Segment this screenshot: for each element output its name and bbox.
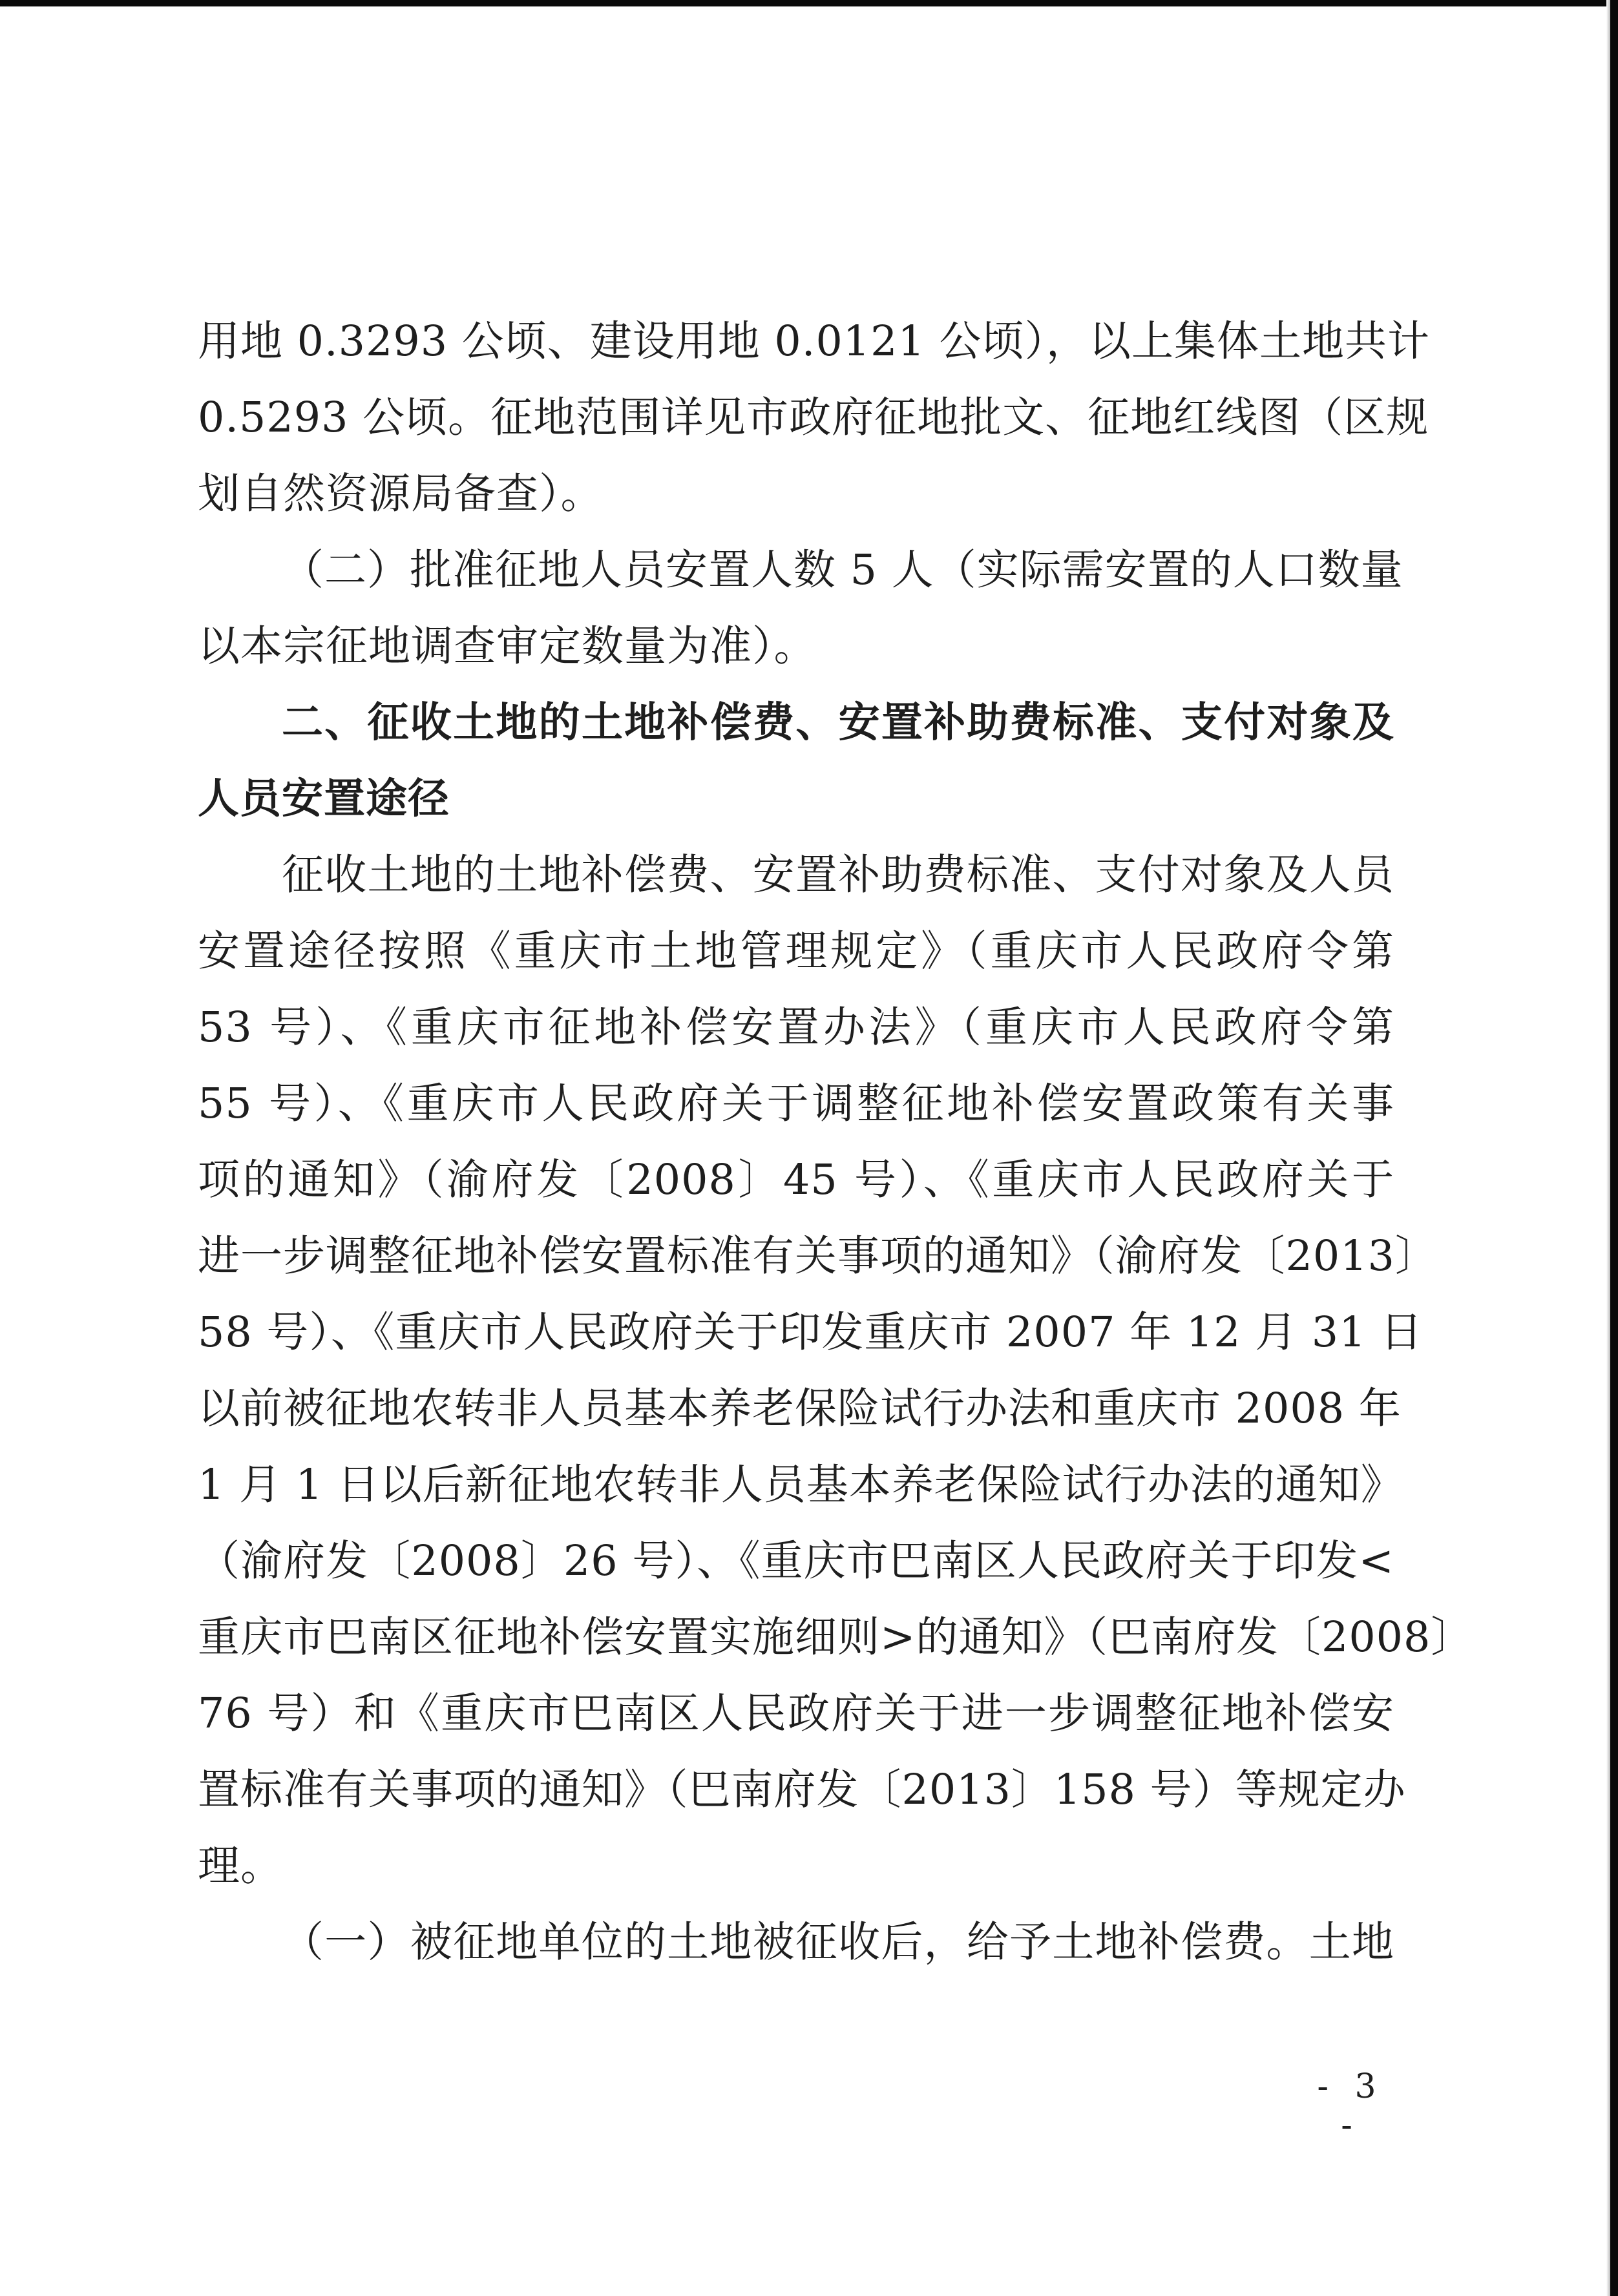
scan-border-top	[0, 0, 1618, 6]
body-line: 划自然资源局备查）。	[198, 470, 604, 518]
body-line: 0.5293 公顷。征地范围详见市政府征地批文、征地红线图（区规	[198, 393, 1429, 442]
section-heading: 二、征收土地的土地补偿费、安置补助费标准、支付对象及	[282, 699, 1394, 747]
body-line: （二）批准征地人员安置人数 5 人（实际需安置的人口数量	[282, 546, 1403, 594]
body-line: 以前被征地农转非人员基本养老保险试行办法和重庆市 2008 年	[198, 1384, 1402, 1433]
body-line: 重庆市巴南区征地补偿安置实施细则>的通知》（巴南府发〔2008〕	[198, 1613, 1474, 1662]
body-line: 用地 0.3293 公顷、建设用地 0.0121 公顷），以上集体土地共计	[198, 317, 1431, 366]
body-line: 76 号）和《重庆市巴南区人民政府关于进一步调整征地补偿安	[198, 1689, 1394, 1738]
body-line: 58 号）、《重庆市人民政府关于印发重庆市 2007 年 12 月 31 日	[198, 1308, 1424, 1357]
page-number: - 3 -	[1317, 2067, 1384, 2145]
body-line: 进一步调整征地补偿安置标准有关事项的通知》（渝府发〔2013〕	[198, 1232, 1438, 1280]
body-line: （一）被征地单位的土地被征收后，给予土地补偿费。土地	[282, 1918, 1394, 1967]
body-line: 理。	[198, 1842, 284, 1890]
body-line: 项的通知》（渝府发〔2008〕45 号）、《重庆市人民政府关于	[198, 1156, 1394, 1204]
body-line: （渝府发〔2008〕26 号）、《重庆市巴南区人民政府关于印发<	[198, 1537, 1394, 1585]
section-heading-continued: 人员安置途径	[198, 775, 450, 823]
document-body	[198, 304, 1474, 1981]
body-line: 53 号）、《重庆市征地补偿安置办法》（重庆市人民政府令第	[198, 1003, 1394, 1052]
body-line: 以本宗征地调查审定数量为准）。	[198, 622, 817, 671]
body-line: 55 号）、《重庆市人民政府关于调整征地补偿安置政策有关事	[198, 1080, 1394, 1128]
body-line: 征收土地的土地补偿费、安置补助费标准、支付对象及人员	[282, 851, 1394, 899]
body-line: 置标准有关事项的通知》（巴南府发〔2013〕158 号）等规定办	[198, 1766, 1406, 1814]
scan-border-right	[1610, 0, 1618, 2296]
body-line: 安置途径按照《重庆市土地管理规定》（重庆市人民政府令第	[198, 927, 1394, 976]
body-line: 1 月 1 日以后新征地农转非人员基本养老保险试行办法的通知》	[198, 1461, 1403, 1509]
